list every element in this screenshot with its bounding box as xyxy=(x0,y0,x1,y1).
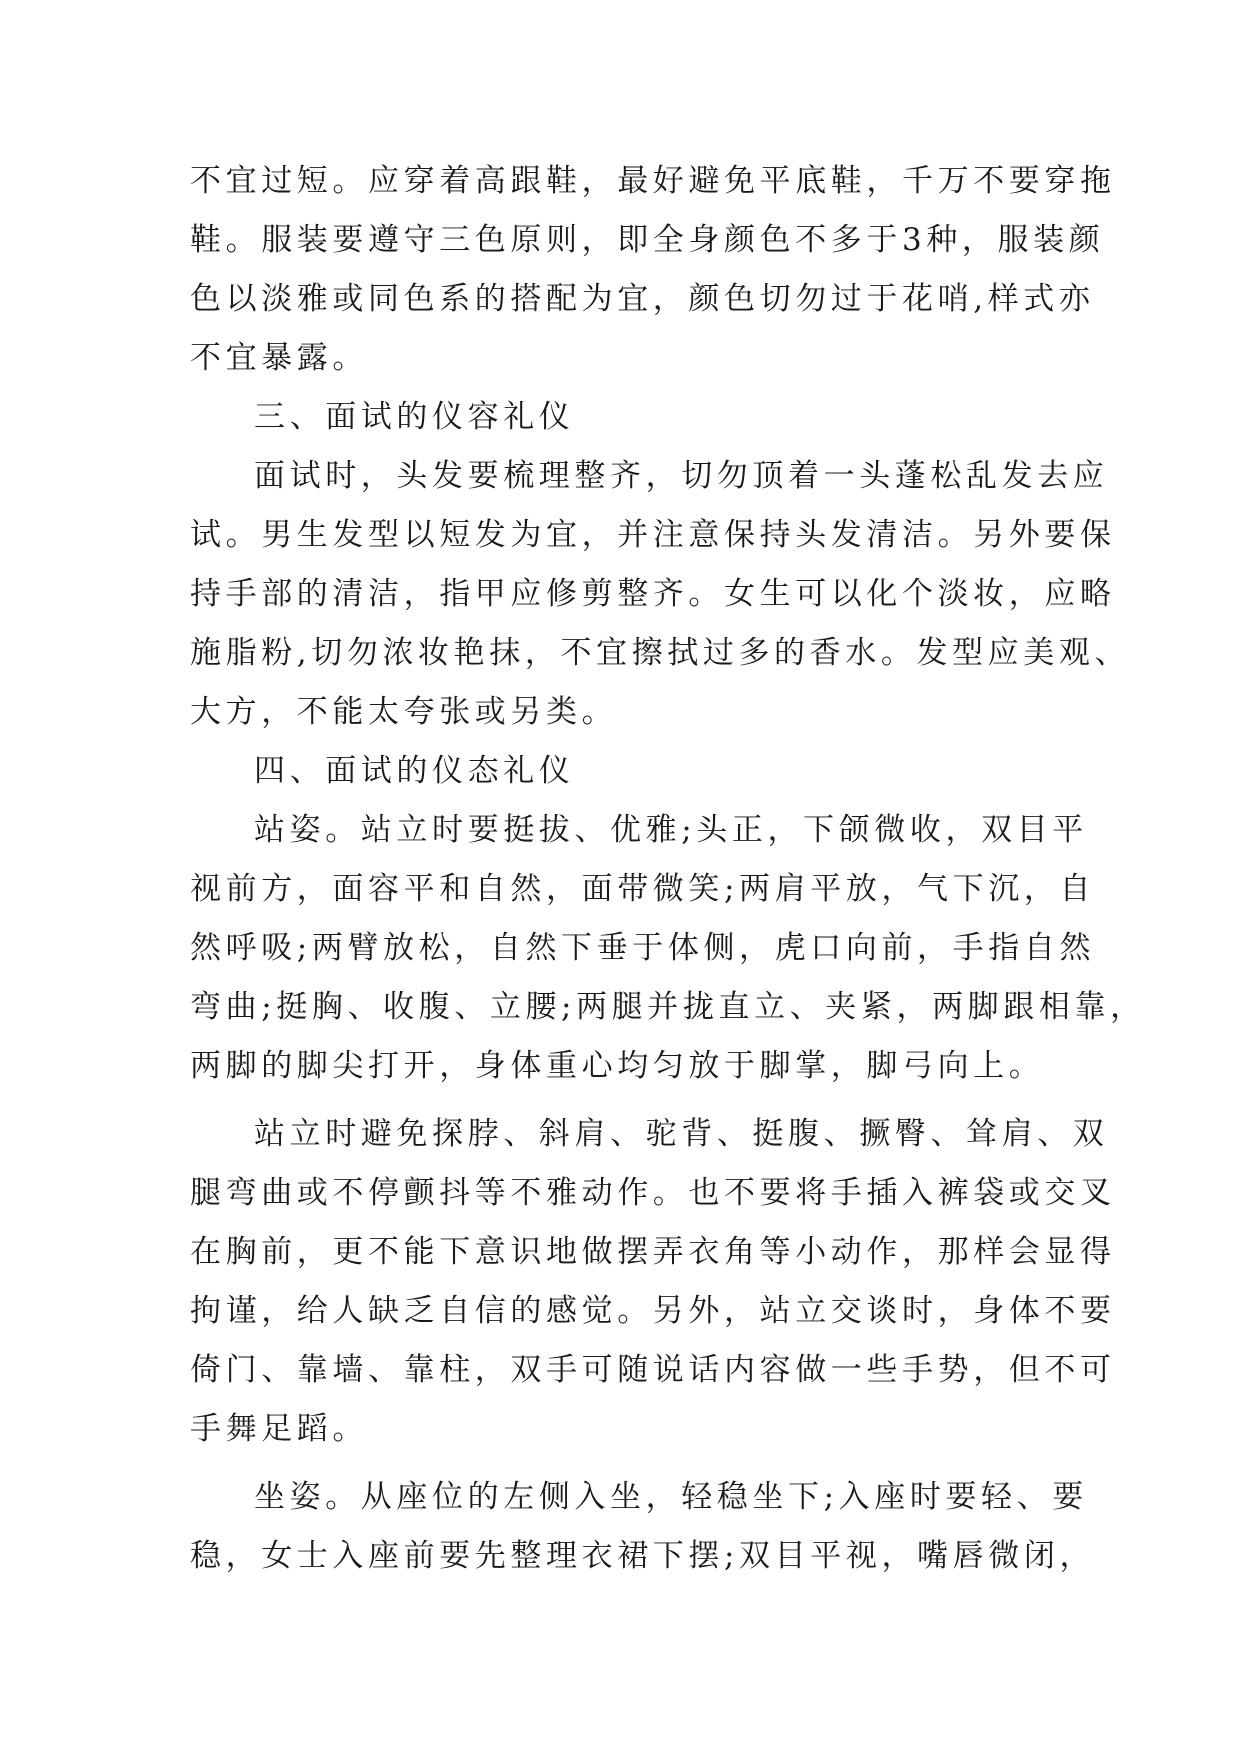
text-line: 不宜过短。应穿着高跟鞋，最好避免平底鞋，千万不要穿拖 xyxy=(190,163,1116,199)
text-line: 两脚的脚尖打开，身体重心均匀放于脚掌，脚弓向上。 xyxy=(190,1048,1045,1084)
body-text xyxy=(190,152,1146,1586)
text-line: 鞋。服装要遵守三色原则，即全身颜色不多于3种，服装颜 xyxy=(190,222,1105,258)
text-line: 然呼吸;两臂放松，自然下垂于体侧，虎口向前，手指自然 xyxy=(190,930,1096,966)
text-line: 面试时，头发要梳理整齐，切勿顶着一头蓬松乱发去应 xyxy=(254,458,1109,494)
text-line: 施脂粉,切勿浓妆艳抹，不宜擦拭过多的香水。发型应美观、 xyxy=(190,635,1131,671)
text-line: 持手部的清洁，指甲应修剪整齐。女生可以化个淡妆，应略 xyxy=(190,576,1116,612)
text-line: 在胸前，更不能下意识地做摆弄衣角等小动作，那样会显得 xyxy=(190,1234,1116,1270)
text-line: 试。男生发型以短发为宜，并注意保持头发清洁。另外要保 xyxy=(190,517,1116,553)
text-line: 拘谨，给人缺乏自信的感觉。另外，站立交谈时，身体不要 xyxy=(190,1293,1116,1329)
section-heading: 三、面试的仪容礼仪 xyxy=(254,399,575,435)
text-line: 稳，女士入座前要先整理衣裙下摆;双目平视，嘴唇微闭， xyxy=(190,1538,1096,1574)
section-heading: 四、面试的仪态礼仪 xyxy=(254,753,575,789)
text-line: 手舞足蹈。 xyxy=(190,1411,368,1447)
text-line: 站姿。站立时要挺拔、优雅;头正，下颌微收，双目平 xyxy=(254,812,1088,848)
text-line: 视前方，面容平和自然，面带微笑;两肩平放，气下沉，自 xyxy=(190,871,1096,907)
text-line: 大方，不能太夸张或另类。 xyxy=(190,694,618,730)
text-line: 腿弯曲或不停颤抖等不雅动作。也不要将手插入裤袋或交叉 xyxy=(190,1175,1116,1211)
text-line: 站立时避免探脖、斜肩、驼背、挺腹、撅臀、耸肩、双 xyxy=(254,1116,1109,1152)
text-line: 坐姿。从座位的左侧入坐，轻稳坐下;入座时要轻、要 xyxy=(254,1479,1088,1515)
text-line: 弯曲;挺胸、收腹、立腰;两腿并拢直立、夹紧，两脚跟相靠， xyxy=(190,989,1146,1025)
text-line: 倚门、靠墙、靠柱，双手可随说话内容做一些手势，但不可 xyxy=(190,1352,1116,1388)
text-line: 色以淡雅或同色系的搭配为宜，颜色切勿过于花哨,样式亦 xyxy=(190,281,1095,317)
text-line: 不宜暴露。 xyxy=(190,340,368,376)
